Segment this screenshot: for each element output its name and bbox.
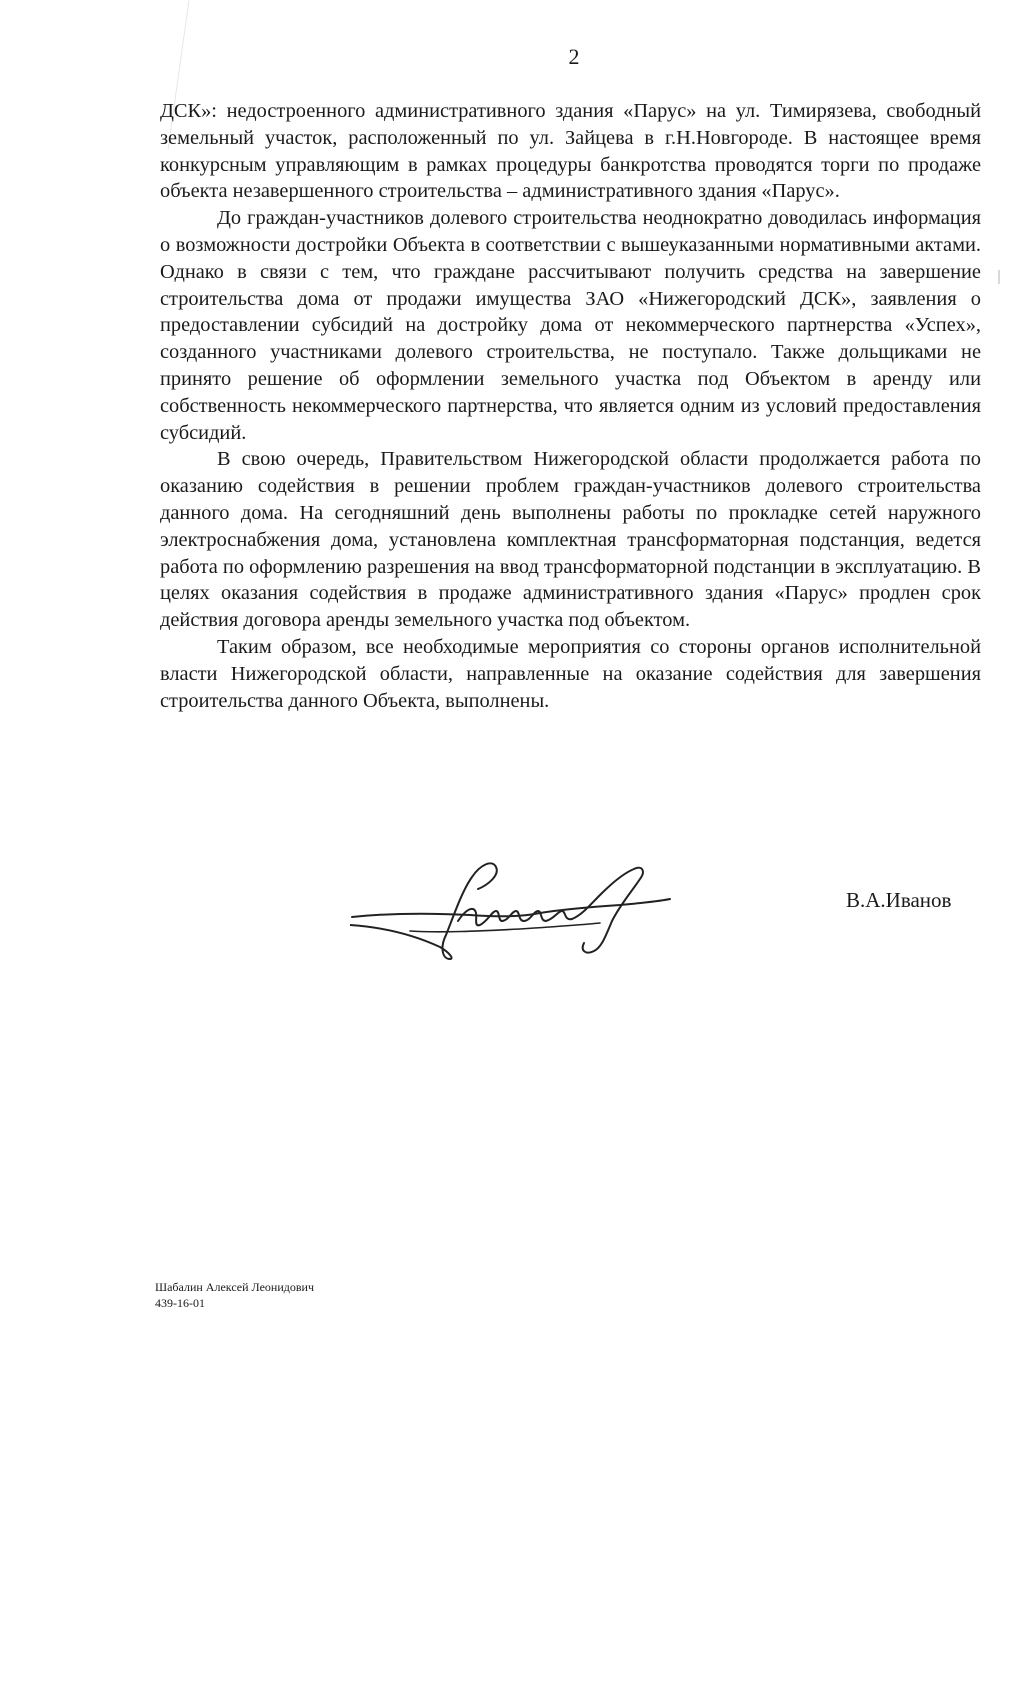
letter-body	[160, 98, 981, 714]
executor-phone: 439-16-01	[155, 1296, 205, 1310]
page-number: 2	[568, 44, 580, 69]
scan-mark	[998, 270, 1000, 284]
paragraph: До граждан-участников долевого строительства неоднократно доводилась информация о возможности достройки Объекта в соответствии с вышеуказанными нормативными актами. Однако в связи с тем, что граждане рассчитывают получить средства на завершение строительства дома от продажи имущества ЗАО «Нижегородский ДСК», заявления о предоставлении субсидий на достройку дома от некоммерческого партнерства «Успех», созданного участниками долевого строительства, не поступало. Также дольщиками не принято решение об оформлении земельного участка под Объектом в аренду или собственность некоммерческого партнерства, что является одним из условий предоставления субсидий.	[160, 207, 981, 444]
handwritten-signature	[350, 855, 690, 975]
signer-name: В.А.Иванов	[846, 888, 952, 912]
paragraph: Таким образом, все необходимые мероприятия со стороны органов исполнительной власти Нижегородской области, направленные на оказание содействия для завершения строительства данного Объекта, выполнены.	[160, 635, 981, 712]
paragraph: ДСК»: недостроенного административного здания «Парус» на ул. Тимирязева, свободный земельный участок, расположенный по ул. Зайцева в г.Н.Новгороде. В настоящее время конкурсным управляющим в рамках процедуры банкротства проводятся торги по продаже объекта незавершенного строительства – административного здания «Парус».	[160, 100, 981, 203]
paragraph: В свою очередь, Правительством Нижегородской области продолжается работа по оказанию содействия в решении проблем граждан-участников долевого строительства данного дома. На сегодняшний день выполнены работы по прокладке сетей наружного электроснабжения дома, установлена комплектная трансформаторная подстанция, ведется работа по оформлению разрешения на ввод трансформаторной подстанции в эксплуатацию. В целях оказания содействия в продаже административного здания «Парус» продлен срок действия договора аренды земельного участка под объектом.	[160, 448, 981, 632]
executor-name: Шабалин Алексей Леонидович	[155, 1280, 314, 1294]
executor-block	[155, 1279, 314, 1311]
